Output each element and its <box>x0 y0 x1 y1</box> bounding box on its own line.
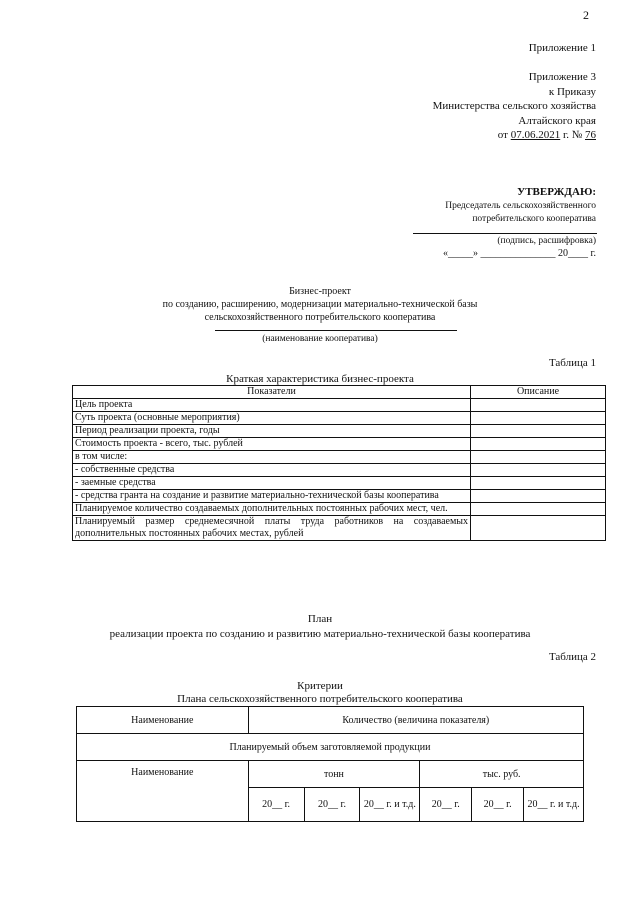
indicator-cell: Суть проекта (основные мероприятия) <box>73 412 471 425</box>
table-row <box>73 477 606 490</box>
table-header-row <box>73 386 606 399</box>
table-row <box>73 464 606 477</box>
coop-name-line <box>215 330 457 331</box>
order-date-line <box>433 128 596 143</box>
description-cell <box>471 516 606 541</box>
business-project-heading <box>0 285 640 324</box>
signature-caption: (подпись, расшифровка) <box>497 236 596 246</box>
section-row <box>77 734 584 761</box>
table-1-caption: Краткая характеристика бизнес-проекта <box>226 373 414 385</box>
table-row <box>73 503 606 516</box>
year-cell: 20__ г. и т.д. <box>524 788 584 822</box>
indicator-cell: - средства гранта на создание и развитие материально-технической базы кооператива <box>73 490 471 503</box>
description-cell <box>471 425 606 438</box>
indicator-cell: Период реализации проекта, годы <box>73 425 471 438</box>
criteria-title: Критерии <box>297 680 343 692</box>
approve-position-1: Председатель сельскохозяйственного <box>445 201 596 211</box>
criteria-subtitle: Плана сельскохозяйственного потребительского кооператива <box>177 693 463 705</box>
table-row <box>73 490 606 503</box>
region-label: Алтайского края <box>518 114 596 127</box>
plan-subtitle: реализации проекта по созданию и развитию материально-технической базы кооператива <box>109 628 531 640</box>
indicator-cell: - собственные средства <box>73 464 471 477</box>
table-row <box>73 412 606 425</box>
approve-block <box>445 200 596 226</box>
coop-name-caption: (наименование кооператива) <box>262 334 378 344</box>
approve-title: УТВЕРЖДАЮ: <box>517 186 596 198</box>
column-header-description: Описание <box>471 386 606 399</box>
units-row <box>77 761 584 788</box>
criteria-table <box>76 706 584 822</box>
column-header-indicators: Показатели <box>73 386 471 399</box>
description-cell <box>471 490 606 503</box>
from-label: от <box>497 129 508 141</box>
table-row <box>73 399 606 412</box>
table-row <box>73 451 606 464</box>
indicator-cell: Цель проекта <box>73 399 471 412</box>
ministry-label: Министерства сельского хозяйства <box>432 100 596 112</box>
plan-title: План <box>307 613 333 625</box>
order-reference <box>433 70 596 143</box>
section-title: Планируемый объем заготовляемой продукции <box>77 734 584 761</box>
year-cell: 20__ г. <box>472 788 524 822</box>
business-project-title: Бизнес-проект <box>289 286 351 297</box>
unit-tonnes: тонн <box>248 761 420 788</box>
table-row <box>73 438 606 451</box>
description-cell <box>471 399 606 412</box>
table-header-row <box>77 707 584 734</box>
description-cell <box>471 503 606 516</box>
order-date: 07.06.2021 <box>510 129 561 141</box>
indicator-cell: - заемные средства <box>73 477 471 490</box>
year-cell: 20__ г. и т.д. <box>360 788 420 822</box>
appendix-1-label: Приложение 1 <box>528 42 596 54</box>
description-cell <box>471 412 606 425</box>
plan-heading <box>0 612 640 642</box>
approve-position-2: потребительского кооператива <box>472 214 596 224</box>
page-number: 2 <box>583 8 589 22</box>
business-project-line-2: сельскохозяйственного потребительского кооператива <box>204 312 436 323</box>
year-number-label: г. № <box>562 129 583 141</box>
description-cell <box>471 451 606 464</box>
year-cell: 20__ г. <box>304 788 360 822</box>
year-cell: 20__ г. <box>420 788 472 822</box>
indicator-cell: в том числе: <box>73 451 471 464</box>
approve-date-line: «_____» _______________ 20____ г. <box>443 248 596 259</box>
column-header-name-2: Наименование <box>77 761 249 822</box>
appendix-3-label: Приложение 3 <box>528 71 596 83</box>
table-row <box>73 425 606 438</box>
business-project-table <box>72 385 606 541</box>
description-cell <box>471 477 606 490</box>
signature-line <box>413 233 597 234</box>
table-1-label: Таблица 1 <box>548 357 596 369</box>
order-label: к Приказу <box>548 85 596 98</box>
table-2-caption <box>0 680 640 706</box>
column-header-quantity: Количество (величина показателя) <box>248 707 583 734</box>
column-header-name: Наименование <box>77 707 249 734</box>
indicator-cell: Стоимость проекта - всего, тыс. рублей <box>73 438 471 451</box>
order-number: 76 <box>585 129 596 141</box>
unit-thousand-rubles: тыс. руб. <box>420 761 584 788</box>
table-2-label: Таблица 2 <box>548 651 596 663</box>
year-cell: 20__ г. <box>248 788 304 822</box>
description-cell <box>471 438 606 451</box>
indicator-cell: Планируемое количество создаваемых дополнительных постоянных рабочих мест, чел. <box>73 503 471 516</box>
table-row <box>73 516 606 541</box>
indicator-cell: Планируемый размер среднемесячной платы труда работников на создаваемых дополнительных постоянных рабочих местах, рублей <box>73 516 471 541</box>
business-project-line-1: по созданию, расширению, модернизации материально-технической базы <box>162 299 478 310</box>
description-cell <box>471 464 606 477</box>
